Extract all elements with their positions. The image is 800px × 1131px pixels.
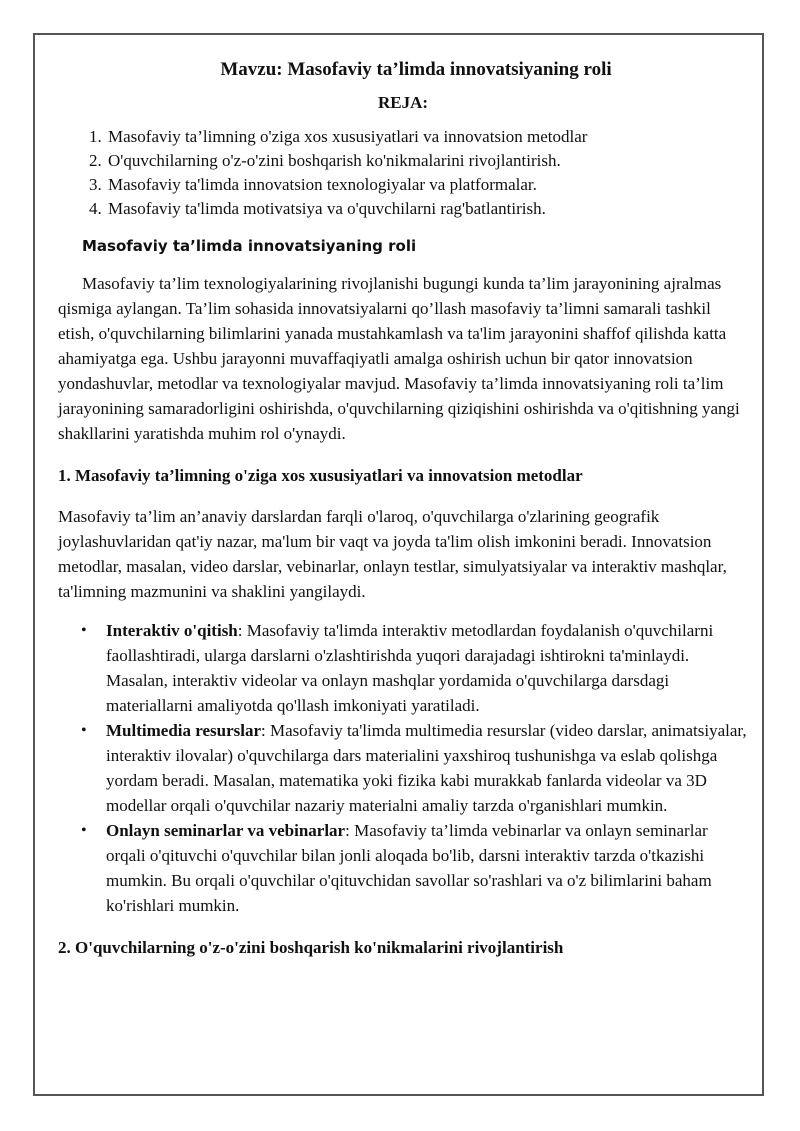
bullet-list — [58, 618, 748, 918]
bullet-dot: • — [81, 622, 87, 639]
bullet-text: : Masofaviy ta'limda multimedia resurslar (video darslar, animatsiyalar, interaktiv ilovalar) o'quvchilarga dars materialini yaxshiroq tushunishga va eslab qolishga yordam beradi. Masalan, matematika yoki fizika kabi murakkab fanlarda videolar va 3D modellar orqali o'quvchilar nazariy materialni amaliy tarzda o'rganishlari mumkin. — [106, 721, 747, 815]
plan-heading: REJA: — [377, 93, 429, 112]
bullet-item — [81, 618, 748, 718]
bullet-dot: • — [81, 722, 87, 739]
document-body — [58, 56, 748, 976]
plan-list — [58, 125, 748, 221]
intro-paragraph: Masofaviy ta’lim texnologiyalarining rivojlanishi bugungi kunda ta’lim jarayonining ajralmas qismiga aylangan. Ta’lim sohasida innovatsiyalarni qo’llash masofaviy ta’limni samarali tashkil etish, o'quvchilarning bilimlarini yanada mustahkamlash va ta'lim jarayonini shaffof qilishda katta ahamiyatga ega. Ushbu jarayonni muvaffaqiyatli amalga oshirish uchun bir qator innovatsion yondashuvlar, metodlar va texnologiyalar mavjud. Masofaviy ta’limda innovatsiyaning roli ta’lim jarayonining samaradorligini oshirishda, o'quvchilarning qiziqishini oshirishda va o'qitishning yangi shakllarini yaratishda muhim rol o'ynaydi. — [58, 274, 740, 443]
bullet-term: Interaktiv o'qitish — [106, 621, 238, 640]
bullet-item — [81, 718, 748, 818]
plan-item: 4. Masofaviy ta'limda motivatsiya va o'quvchilarni rag'batlantirish. — [106, 197, 748, 221]
bullet-term: Onlayn seminarlar va vebinarlar — [106, 821, 346, 840]
section-subtitle: Masofaviy ta’limda innovatsiyaning roli — [82, 237, 417, 255]
bullet-text: : Masofaviy ta’limda vebinarlar va onlayn seminarlar orqali o'qituvchi o'quvchilar bilan jonli aloqada bo'lib, darsni interaktiv tarzda o'tkazishi mumkin. Bu orqali o'quvchilar o'qituvchidan savollar so'rashlari va o'z bilimlarini baham ko'rishlari mumkin. — [106, 821, 712, 915]
section1-paragraph: Masofaviy ta’lim an’anaviy darslardan farqli o'laroq, o'quvchilarga o'zlarining geografik joylashuvlaridan qat'iy nazar, ma'lum bir vaqt va joyda ta'lim olish imkonini beradi. Innovatsion metodlar, masalan, video darslar, vebinarlar, onlayn testlar, simulyatsiyalar va interaktiv mashqlar, ta'limning mazmunini va shaklini yangilaydi. — [58, 507, 727, 601]
bullet-text: : Masofaviy ta'limda interaktiv metodlardan foydalanish o'quvchilarni faollashtiradi, ularga darslarni o'zlashtirishda yuqori darajadagi ishtirokni ta'minlaydi. Masalan, interaktiv videolar va onlayn mashqlar yordamida o'quvchilarga darsdagi materiallarni amaliyotda qo'llash imkoniyati yaratiladi. — [106, 621, 714, 715]
bullet-item — [81, 818, 748, 918]
document-title: Mavzu: Masofaviy ta’limda innovatsiyaning roli — [220, 59, 612, 80]
section1-heading: 1. Masofaviy ta’limning o'ziga xos xususiyatlari va innovatsion metodlar — [58, 466, 583, 485]
plan-item: 3. Masofaviy ta'limda innovatsion texnologiyalar va platformalar. — [106, 173, 748, 197]
bullet-term: Multimedia resurslar — [106, 721, 262, 740]
plan-item: 2. O'quvchilarning o'z-o'zini boshqarish ko'nikmalarini rivojlantirish. — [106, 149, 748, 173]
plan-item: 1. Masofaviy ta’limning o'ziga xos xususiyatlari va innovatsion metodlar — [106, 125, 748, 149]
bullet-dot: • — [81, 822, 87, 839]
section2-heading: 2. O'quvchilarning o'z-o'zini boshqarish ko'nikmalarini rivojlantirish — [58, 938, 564, 957]
